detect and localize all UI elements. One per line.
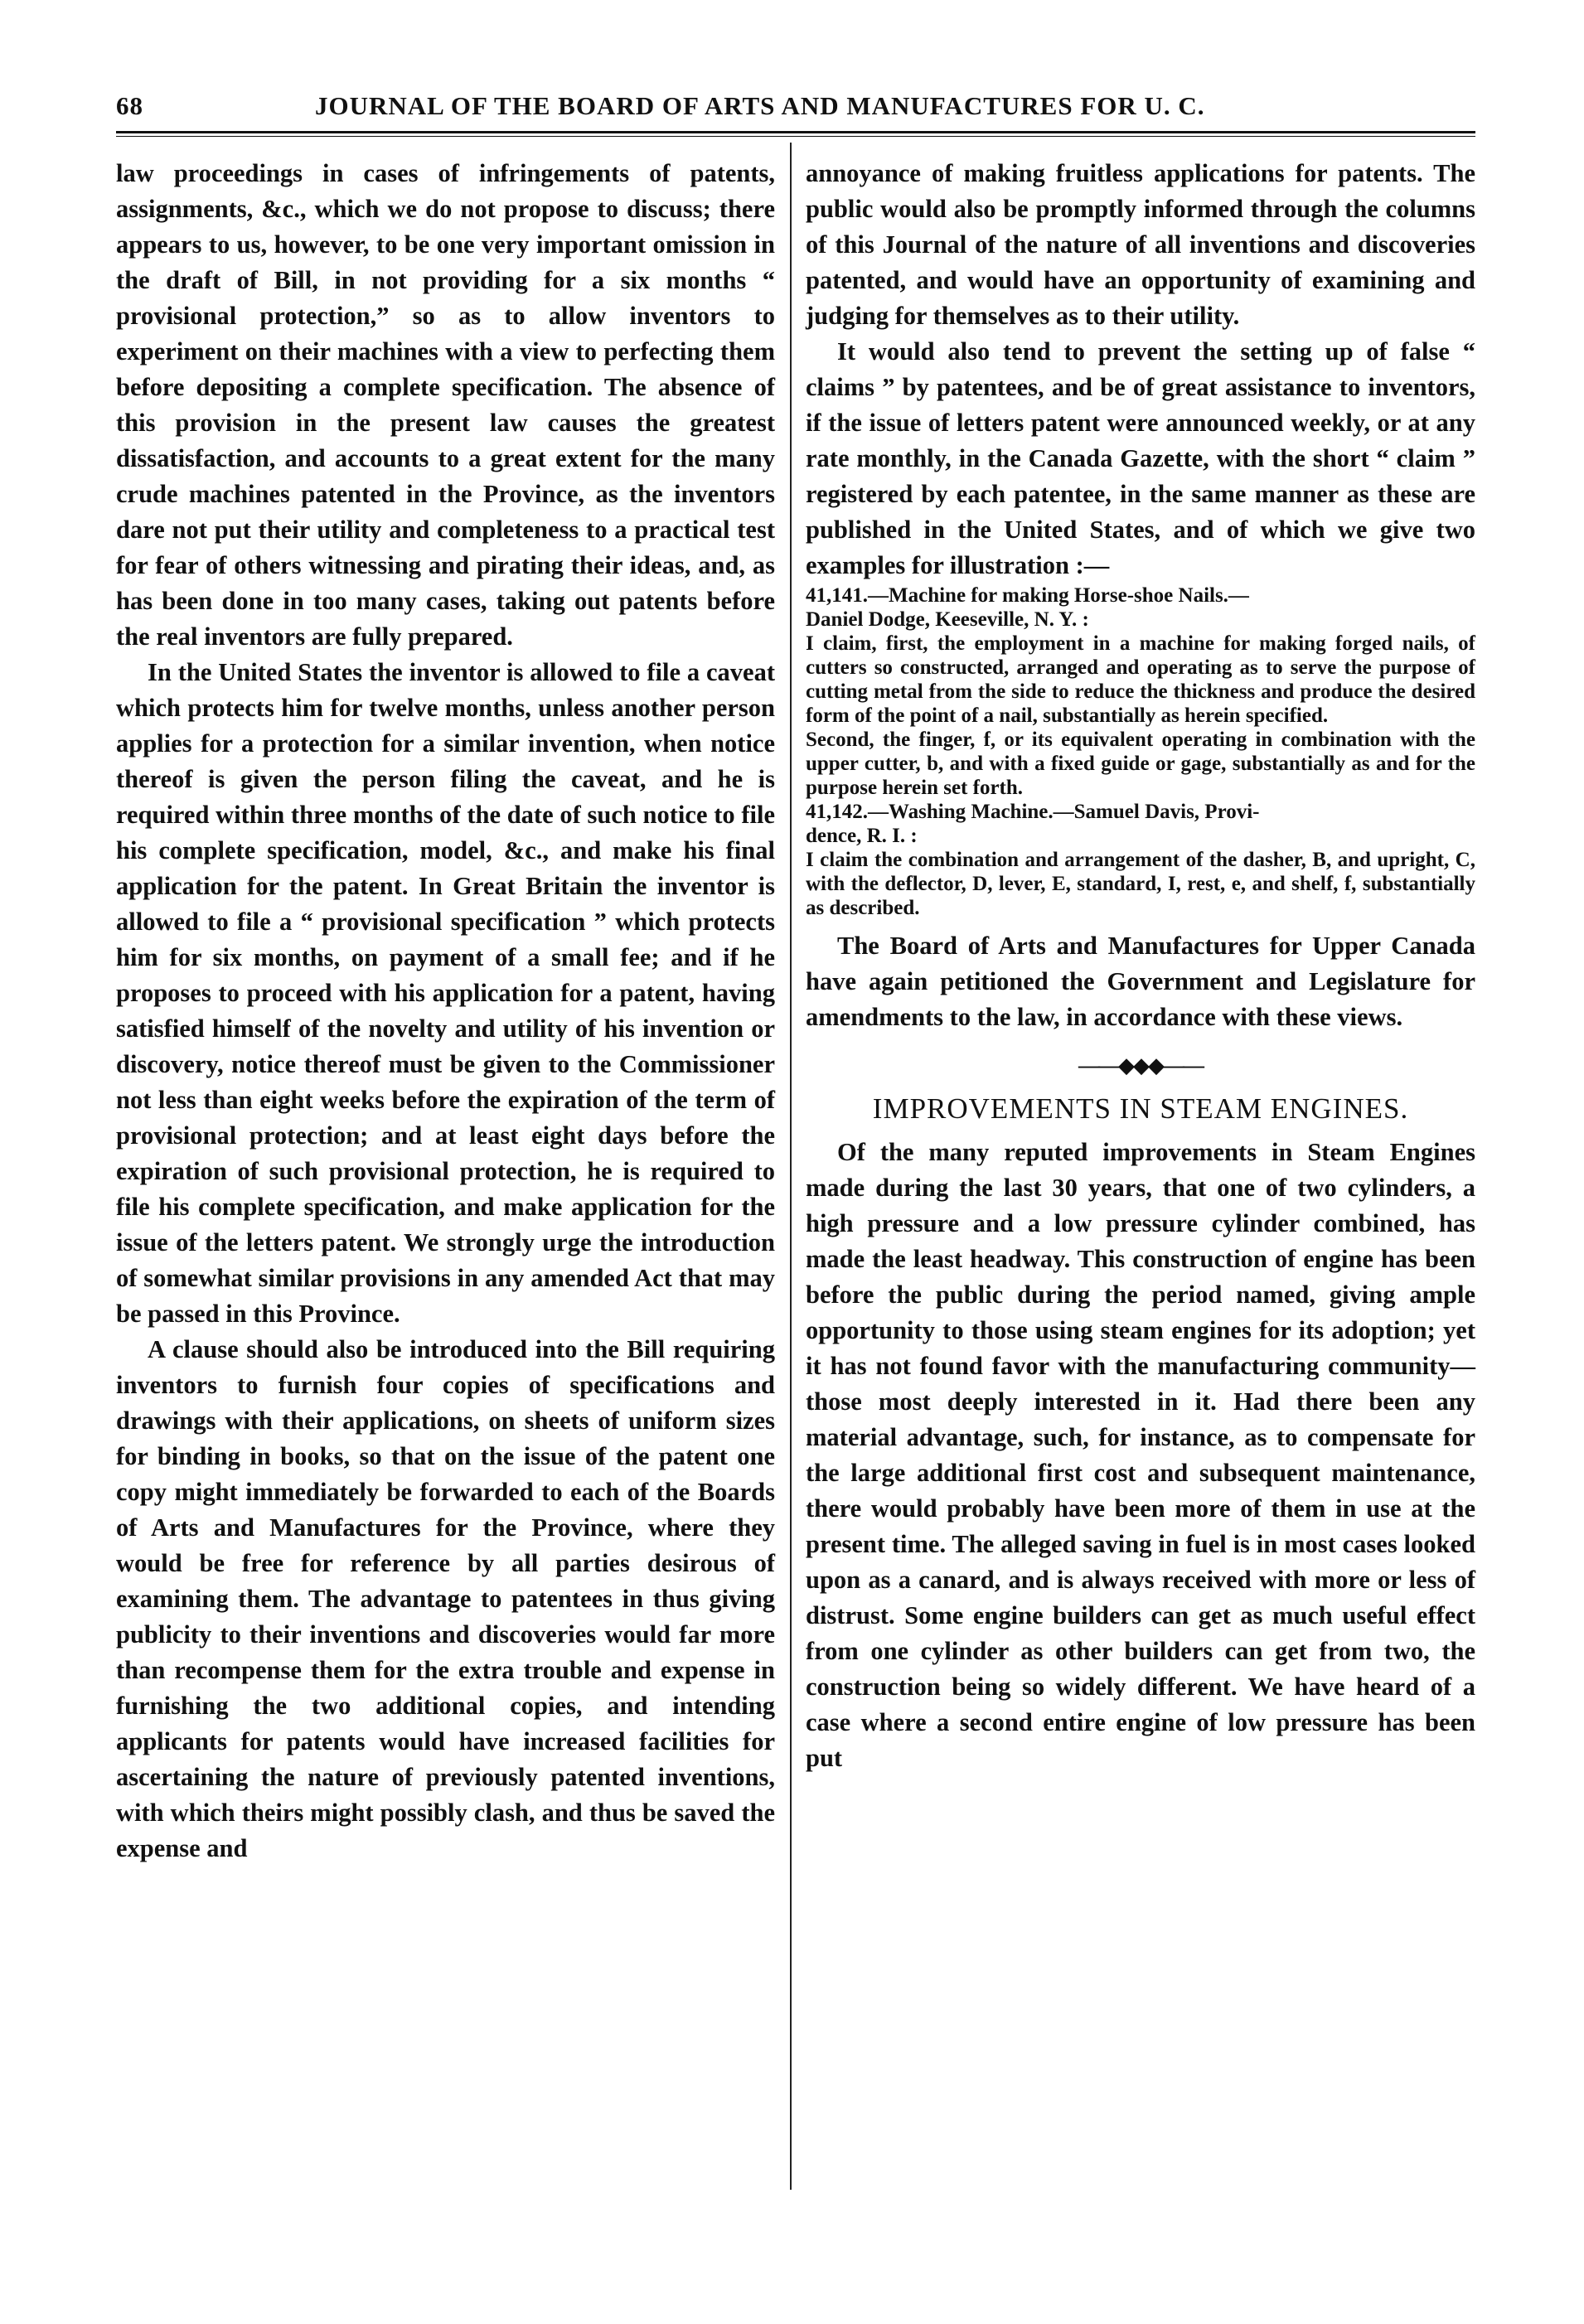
page-header [116,86,1492,126]
running-title: JOURNAL OF THE BOARD OF ARTS AND MANUFACTURES FOR U. C. [315,91,1205,120]
left-paragraph-3: A clause should also be introduced into the Bill requiring inventors to furnish four copies of specifications and drawings with their applications, on sheets of uniform sizes for binding in books, so that on the issue of the patent one copy might immediately be forwarded to each of the Boards of Arts and Manufactures for the Province, where they would be free for reference by all parties desirous of examining them. The advantage to patentees in thus giving publicity to their inventions and discoveries would far more than recompense them for the extra trouble and expense in furnishing the two additional copies, and intending applicants for patents would have increased facilities for ascertaining the nature of previously patented inventions, with which theirs might possibly clash, and thus be saved the expense and [116,1335,775,1862]
left-paragraph-1: law proceedings in cases of infringements of patents, assignments, &c., which we do not propose to discuss; there appears to us, however, to be one very important omission in the draft of Bill, in not providing for a six months “ provisional protection,” so as to allow inventors to experiment on their machines with a view to perfecting them before depositing a complete specification. The absence of this provision in the present law causes the greatest dissatisfaction, and accounts to a great extent for the many crude machines patented in the Province, as the inventors dare not put their utility and completeness to a practical test for fear of others witnessing and pirating their ideas, and, as has been done in too many cases, taking out patents before the real inventors are fully prepared. [116,159,775,651]
patent-1-heading: 41,141.—Machine for making Horse-shoe Nails.— [806,584,1249,607]
patent-1-claim-2: Second, the finger, f, or its equivalent operating in combination with the upper cutter, b, and with a fixed guide or gage, substantially as and for the purpose herein set forth. [806,729,1475,799]
patent-1-claim-1: I claim, first, the employment in a machine for making forged nails, of cutters so constructed, arranged and operating as to serve the purpose of cutting metal from the side to reduce the thickness and produce the desired form of the point of a nail, substantially as herein specified. [806,632,1475,727]
section-ornament: ——◆◆◆—— [1078,1053,1203,1077]
left-column [116,156,775,1866]
patent-example-2 [806,800,1475,920]
patent-1-inventor: Daniel Dodge, Keeseville, N. Y. : [806,608,1089,631]
header-rule-thin [116,136,1475,137]
right-paragraph-1: annoyance of making fruitless applications for patents. The public would also be promptly informed through the columns of this Journal of the nature of all inventions and discoveries patented, and would have an opportunity of examining and judging for themselves as to their utility. [806,159,1475,330]
page-number: 68 [116,91,143,120]
left-paragraph-2: In the United States the inventor is allowed to file a caveat which protects him for twelve months, unless another person applies for a protection for a similar invention, when notice thereof is given the person filing the caveat, and he is required within three months of the date of such notice to file his complete specification, model, &c., and make his final application for the patent. In Great Britain the inventor is allowed to file a “ provisional specification ” which protects him for six months, on payment of a small fee; and if he proposes to proceed with his application for a patent, having satisfied himself of the novelty and utility of his invention or discovery, notice thereof must be given to the Commissioner not less than eight weeks before the expiration of the term of provisional protection; and at least eight days before the expiration of such provisional protection, he is required to file his complete specification, and make application for the issue of the letters patent. We strongly urge the introduction of somewhat similar provisions in any amended Act that may be passed in this Province. [116,658,775,1328]
right-column [806,156,1475,1776]
header-rule [116,131,1475,133]
column-divider [790,143,792,2190]
section-title: IMPROVEMENTS IN STEAM ENGINES. [872,1092,1409,1125]
section-paragraph: Of the many reputed improvements in Steam Engines made during the last 30 years, that one of two cylinders, a high pressure and a low pressure cylinder combined, has made the least headway. This construction of engine has been before the public during the period named, giving ample opportunity to those using steam engines for its adoption; yet it has not found favor with the manufacturing community—those most deeply interested in it. Had there been any material advantage, such, for instance, as to compensate for the large additional first cost and subsequent maintenance, there would probably have been more of them in use at the present time. The alleged saving in fuel is in most cases looked upon as a canard, and is always received with more or less of distrust. Some engine builders can get as much useful effect from one cylinder as other builders can get from two, the construction being so widely different. We have heard of a case where a second entire engine of low pressure has been put [806,1138,1475,1772]
patent-2-claim-1: I claim the combination and arrangement of the dasher, B, and upright, C, with the deflector, D, lever, E, standard, I, rest, e, and shelf, f, substantially as described. [806,849,1475,919]
right-paragraph-2: It would also tend to prevent the setting up of false “ claims ” by patentees, and be of great assistance to inventors, if the issue of letters patent were announced weekly, or at any rate monthly, in the Canada Gazette, with the short “ claim ” registered by each patentee, in the same manner as these are published in the United States, and of which we give two examples for illustration :— [806,337,1475,579]
patent-example-1 [806,583,1475,800]
right-paragraph-3: The Board of Arts and Manufactures for Upper Canada have again petitioned the Government and Legislature for amendments to the law, in accordance with these views. [806,932,1475,1031]
patent-2-inventor: dence, R. I. : [806,825,918,847]
patent-2-heading: 41,142.—Washing Machine.—Samuel Davis, Provi- [806,801,1260,823]
